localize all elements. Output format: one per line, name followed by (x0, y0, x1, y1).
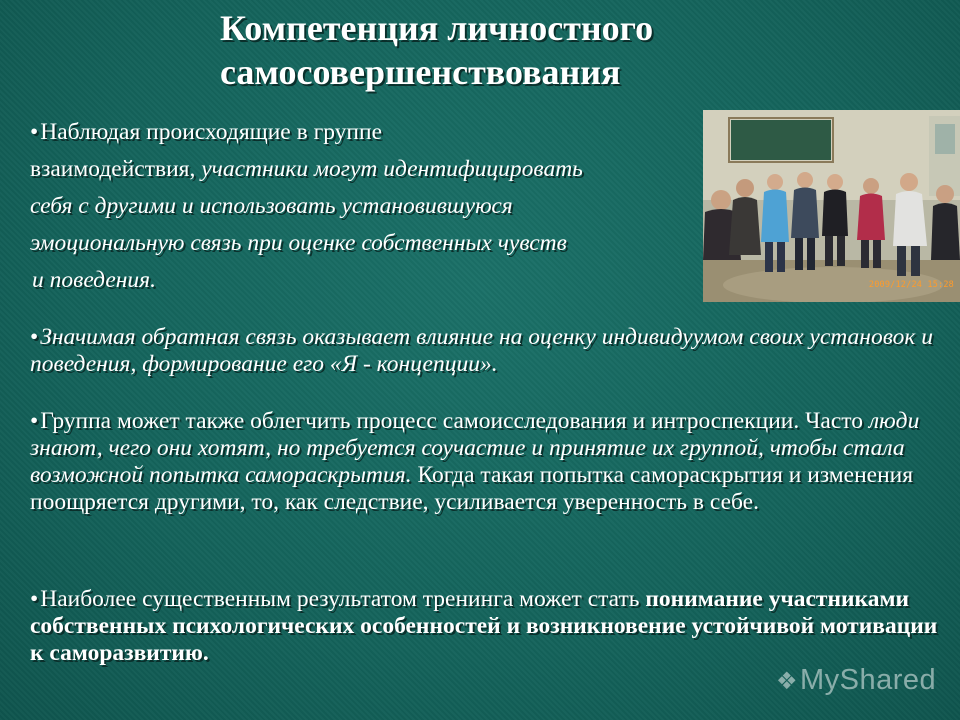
intro-line-1-text: Наблюдая происходящие в группе (40, 119, 382, 145)
intro-line-4: эмоциональную связь при оценке собственных чувств (30, 230, 567, 256)
bullet-result-bold: понимание участниками собственных психологических особенностей и возникновение устойчивой мотивации к саморазвитию. (30, 586, 938, 666)
photo-timestamp: 2009/12/24 15:28 (868, 280, 954, 290)
watermark (776, 664, 946, 694)
group-photo (703, 110, 960, 302)
bullet-feedback (30, 324, 942, 378)
bullet-result-regular: Наиболее существенным результатом тренинга может стать (40, 586, 646, 612)
intro-line-3: себя с другими и использовать установившуюся (30, 193, 513, 219)
bullet-icon: • (30, 324, 39, 350)
intro-line-2-italic: участники могут идентифицировать (201, 156, 583, 182)
slide-title-line-2: самосовершенствования (220, 52, 621, 92)
watermark-text: MyShared (800, 664, 937, 696)
bullet-result (30, 586, 942, 667)
intro-line-1 (30, 114, 700, 151)
intro-line-5: и поведения. (32, 267, 156, 293)
watermark-logo-icon: ❖ (776, 668, 799, 695)
intro-line-2-regular: взаимодействия, (30, 156, 202, 182)
bullet-group-help-italic: люди знают, чего они хотят, но требуется соучастие и принятие их группой, чтобы стала возможной попытка самораскрытия. (30, 408, 920, 488)
intro-line-2 (30, 151, 700, 188)
slide-title (220, 6, 820, 94)
group-photo-drawing (703, 110, 960, 302)
bullet-group-help (30, 408, 942, 516)
bullet-group-help-regular-2: Когда такая попытка самораскрытия и изменения поощряется другими, то, как следствие, усиливается уверенность в себе. (30, 462, 914, 515)
intro-bullet (30, 114, 700, 299)
slide-title-line-1: Компетенция личностного (220, 8, 654, 48)
bullet-group-help-regular: Группа может также облегчить процесс самоисследования и интроспекции. Часто (40, 408, 869, 434)
bullet-icon: • (30, 119, 39, 145)
bullet-icon: • (30, 586, 39, 612)
bullet-icon: • (30, 408, 39, 434)
bullet-feedback-text: Значимая обратная связь оказывает влияние на оценку индивидуумом своих установок и поведения, формирование его «Я - концепции». (30, 324, 933, 377)
